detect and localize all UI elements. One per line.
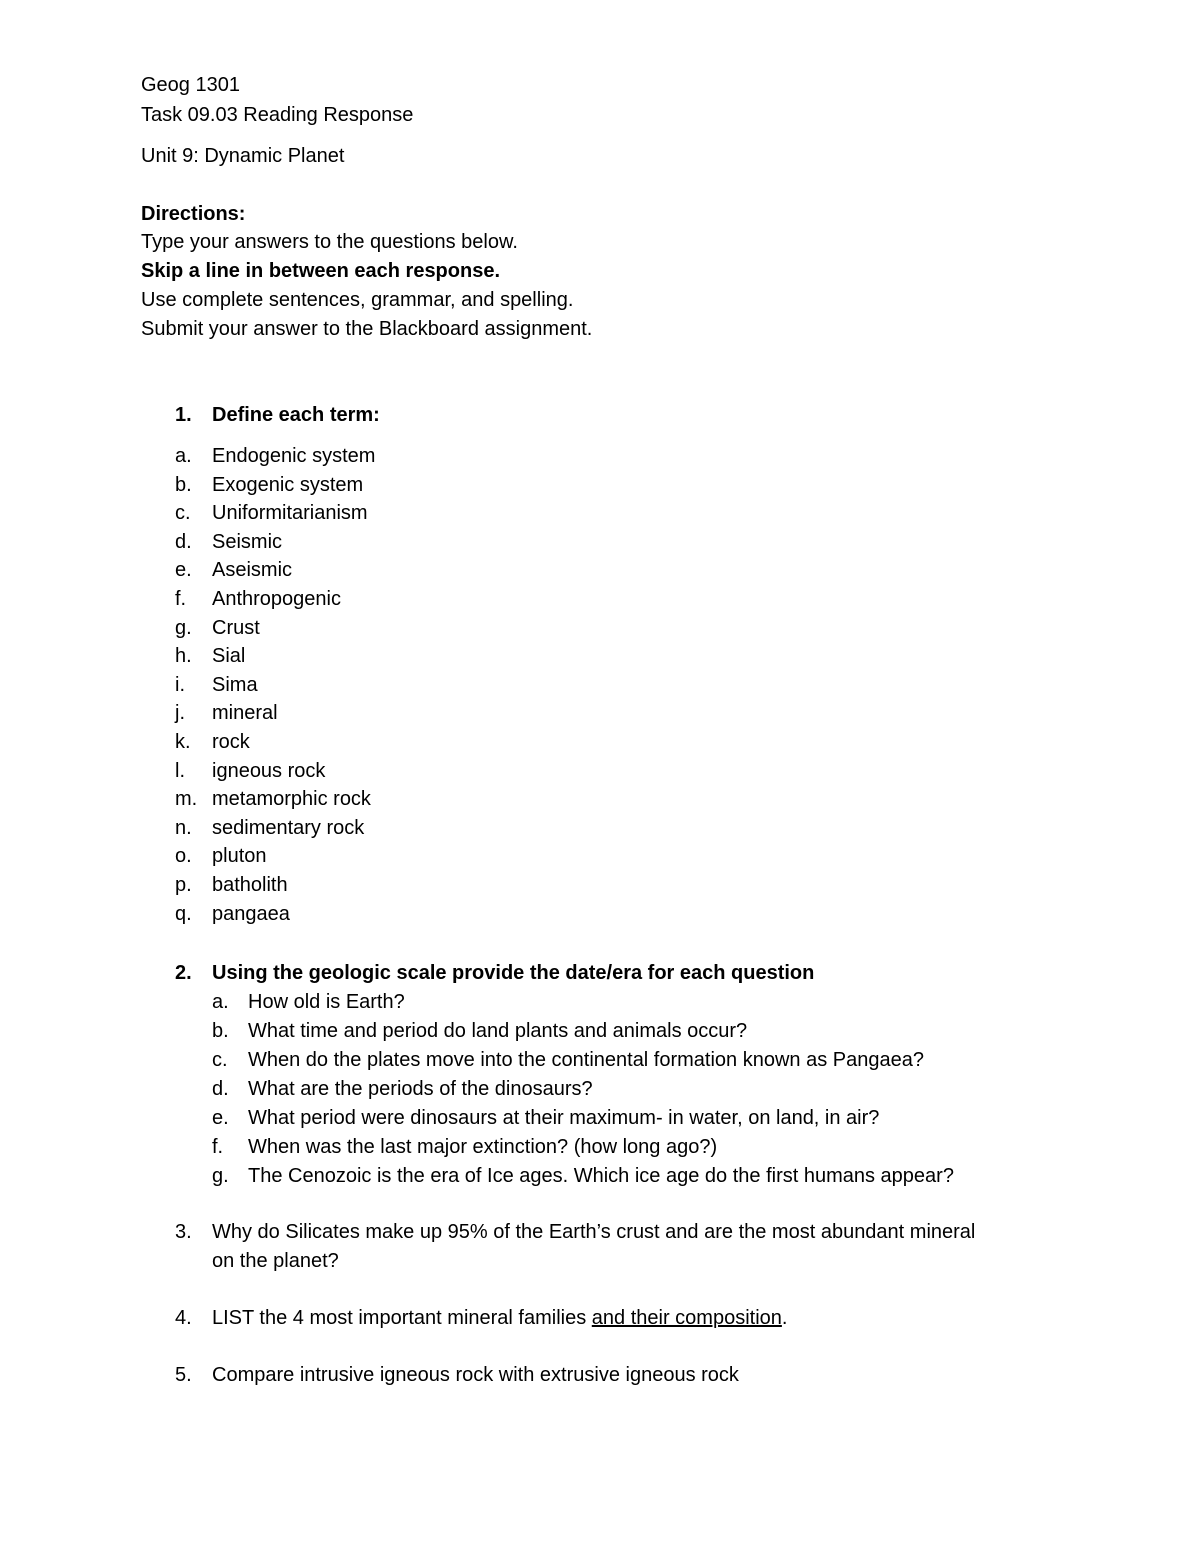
term-item: Anthropogenic: [212, 588, 341, 610]
term-item: pluton: [212, 845, 267, 868]
term-letter: f.: [175, 588, 187, 610]
term-letter: l.: [175, 759, 185, 782]
directions-line: Use complete sentences, grammar, and spelling.: [141, 289, 574, 311]
question-text-line: on the planet?: [212, 1250, 339, 1272]
unit-title: Unit 9: Dynamic Planet: [141, 145, 345, 167]
term-letter: k.: [175, 731, 191, 753]
term-item: Crust: [212, 616, 260, 639]
sub-question-letter: f.: [212, 1136, 224, 1158]
sub-question-letter: a.: [212, 991, 229, 1013]
question-number: 4.: [175, 1307, 192, 1329]
term-letter: d.: [175, 530, 192, 553]
sub-question-item: The Cenozoic is the era of Ice ages. Which ice age do the first humans appear?: [248, 1165, 954, 1187]
term-letter: a.: [175, 445, 192, 467]
sub-question-letter: g.: [212, 1165, 229, 1187]
sub-question-item: What are the periods of the dinosaurs?: [248, 1078, 593, 1100]
term-letter: b.: [175, 473, 192, 496]
term-letter: m.: [175, 788, 198, 811]
term-letter: e.: [175, 559, 192, 582]
term-item: rock: [212, 731, 250, 753]
sub-question-item: How old is Earth?: [248, 991, 405, 1013]
term-item: Exogenic system: [212, 473, 364, 496]
sub-question-letter: d.: [212, 1078, 229, 1100]
term-item: Endogenic system: [212, 445, 376, 467]
term-letter: n.: [175, 816, 192, 839]
term-item: batholith: [212, 874, 288, 896]
question-text-end: .: [781, 1307, 788, 1329]
term-item: Sima: [212, 673, 258, 696]
question-number: 2.: [175, 962, 192, 984]
sub-question-item: When do the plates move into the continental formation known as Pangaea?: [248, 1049, 924, 1071]
directions-heading: Directions:: [141, 203, 246, 225]
term-item: mineral: [212, 702, 278, 725]
term-item: metamorphic rock: [212, 788, 371, 811]
term-letter: q.: [175, 902, 192, 925]
task-title: Task 09.03 Reading Response: [141, 104, 414, 126]
question-text: [212, 1306, 787, 1330]
term-item: igneous rock: [212, 759, 326, 782]
term-item: Seismic: [212, 530, 283, 553]
question-text: Compare intrusive igneous rock with extrusive igneous rock: [212, 1364, 739, 1386]
question-number: 5.: [175, 1364, 192, 1386]
question-number: 3.: [175, 1221, 192, 1243]
question-number: 1.: [175, 404, 192, 426]
term-letter: o.: [175, 845, 192, 868]
question-text: Using the geologic scale provide the date/era for each question: [212, 962, 815, 984]
sub-question-item: What period were dinosaurs at their maximum- in water, on land, in air?: [248, 1107, 880, 1129]
course-title: Geog 1301: [141, 74, 240, 96]
term-item: Sial: [212, 645, 246, 668]
term-letter: i.: [175, 673, 185, 696]
directions-line: Skip a line in between each response.: [141, 260, 501, 282]
question-text-underlined: and their composition: [591, 1307, 782, 1329]
sub-question-letter: b.: [212, 1020, 229, 1042]
term-letter: p.: [175, 874, 192, 896]
sub-question-letter: e.: [212, 1107, 229, 1129]
question-text-plain: LIST the 4 most important mineral families: [212, 1307, 592, 1329]
question-text-line: Why do Silicates make up 95% of the Earth’s crust and are the most abundant mineral: [212, 1221, 976, 1243]
sub-question-item: When was the last major extinction? (how long ago?): [248, 1136, 718, 1158]
term-item: pangaea: [212, 902, 290, 925]
directions-line: Submit your answer to the Blackboard assignment.: [141, 318, 593, 340]
sub-question-letter: c.: [212, 1049, 228, 1071]
term-item: Uniformitarianism: [212, 502, 368, 525]
term-letter: h.: [175, 645, 192, 668]
term-letter: g.: [175, 616, 192, 639]
term-item: sedimentary rock: [212, 816, 365, 839]
term-item: Aseismic: [212, 559, 293, 582]
directions-line: Type your answers to the questions below.: [141, 231, 518, 253]
sub-question-item: What time and period do land plants and animals occur?: [248, 1020, 748, 1042]
term-letter: j.: [175, 702, 185, 725]
question-text: Define each term:: [212, 404, 380, 426]
term-letter: c.: [175, 502, 191, 525]
